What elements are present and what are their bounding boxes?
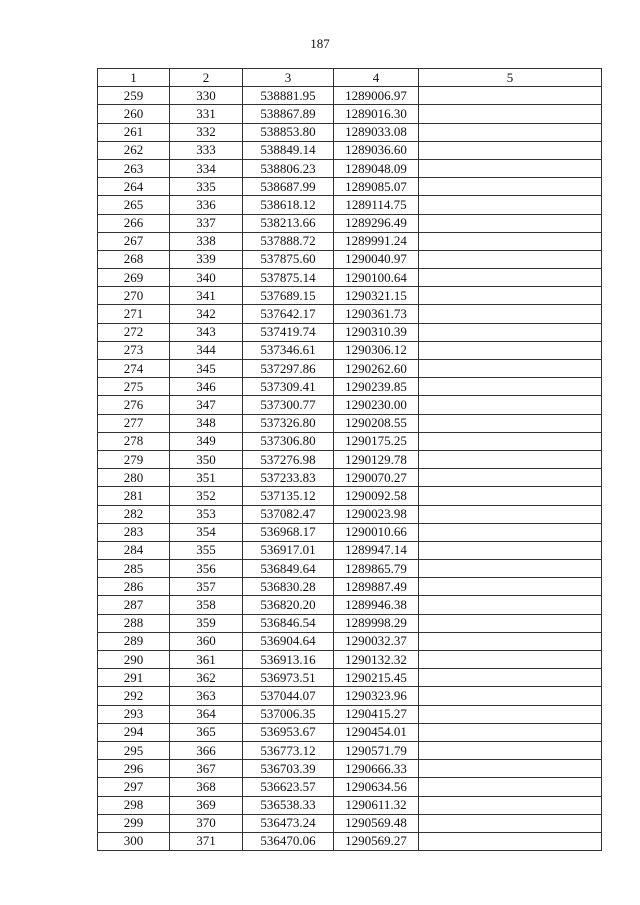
- table-cell-col1: 298: [98, 796, 170, 814]
- table-row: [98, 523, 602, 541]
- table-cell-col5: [419, 669, 602, 687]
- table-cell-col2: 347: [170, 396, 243, 414]
- column-header-1: 1: [98, 69, 170, 87]
- table-cell-col1: 289: [98, 632, 170, 650]
- table-cell-col2: 333: [170, 141, 243, 159]
- table-cell-col2: 349: [170, 432, 243, 450]
- table-cell-col2: 371: [170, 832, 243, 850]
- table-row: [98, 596, 602, 614]
- table-cell-col3: 537233.83: [243, 469, 334, 487]
- table-cell-col5: [419, 741, 602, 759]
- table-cell-col5: [419, 541, 602, 559]
- table-cell-col4: 1290208.55: [334, 414, 419, 432]
- table-cell-col3: 537419.74: [243, 323, 334, 341]
- table-cell-col4: 1289865.79: [334, 560, 419, 578]
- page-number: 187: [310, 36, 330, 51]
- table-cell-col1: 273: [98, 341, 170, 359]
- table-cell-col4: 1290092.58: [334, 487, 419, 505]
- table-cell-col3: 538687.99: [243, 178, 334, 196]
- table-cell-col5: [419, 269, 602, 287]
- table-row: [98, 632, 602, 650]
- table-cell-col4: 1289114.75: [334, 196, 419, 214]
- table-cell-col2: 330: [170, 87, 243, 105]
- table-cell-col1: 293: [98, 705, 170, 723]
- table-cell-col1: 262: [98, 141, 170, 159]
- table-cell-col5: [419, 305, 602, 323]
- table-cell-col3: 536953.67: [243, 723, 334, 741]
- table-row: [98, 832, 602, 850]
- table-cell-col5: [419, 760, 602, 778]
- table-cell-col1: 286: [98, 578, 170, 596]
- table-cell-col3: 537135.12: [243, 487, 334, 505]
- table-cell-col2: 334: [170, 159, 243, 177]
- table-row: [98, 541, 602, 559]
- table-cell-col2: 365: [170, 723, 243, 741]
- table-cell-col4: 1290611.32: [334, 796, 419, 814]
- table-cell-col2: 360: [170, 632, 243, 650]
- table-cell-col2: 350: [170, 450, 243, 468]
- table-cell-col5: [419, 832, 602, 850]
- table-cell-col1: 278: [98, 432, 170, 450]
- table-cell-col5: [419, 560, 602, 578]
- table-cell-col3: 538806.23: [243, 159, 334, 177]
- table-cell-col4: 1290323.96: [334, 687, 419, 705]
- table-cell-col1: 300: [98, 832, 170, 850]
- table-row: [98, 414, 602, 432]
- column-header-5: 5: [419, 69, 602, 87]
- table-cell-col4: 1290100.64: [334, 269, 419, 287]
- table-cell-col2: 363: [170, 687, 243, 705]
- table-cell-col3: 537082.47: [243, 505, 334, 523]
- table-row: [98, 232, 602, 250]
- table-cell-col2: 370: [170, 814, 243, 832]
- table-cell-col2: 358: [170, 596, 243, 614]
- table-cell-col4: 1290032.37: [334, 632, 419, 650]
- table-cell-col1: 287: [98, 596, 170, 614]
- table-cell-col4: 1290230.00: [334, 396, 419, 414]
- table-row: [98, 178, 602, 196]
- table-cell-col3: 537642.17: [243, 305, 334, 323]
- table-header-row: [98, 69, 602, 87]
- table-cell-col1: 272: [98, 323, 170, 341]
- table-cell-col5: [419, 814, 602, 832]
- table-cell-col5: [419, 505, 602, 523]
- table-cell-col3: 536473.24: [243, 814, 334, 832]
- table-cell-col2: 337: [170, 214, 243, 232]
- table-row: [98, 487, 602, 505]
- column-header-3: 3: [243, 69, 334, 87]
- table-row: [98, 323, 602, 341]
- table-cell-col3: 537875.14: [243, 269, 334, 287]
- table-cell-col1: 283: [98, 523, 170, 541]
- table-cell-col4: 1290666.33: [334, 760, 419, 778]
- table-cell-col1: 271: [98, 305, 170, 323]
- table-cell-col4: 1289033.08: [334, 123, 419, 141]
- table-cell-col4: 1290175.25: [334, 432, 419, 450]
- coordinates-table: [97, 68, 602, 851]
- table-cell-col3: 537006.35: [243, 705, 334, 723]
- table-cell-col5: [419, 178, 602, 196]
- table-row: [98, 723, 602, 741]
- table-cell-col1: 277: [98, 414, 170, 432]
- table-row: [98, 141, 602, 159]
- table-cell-col2: 346: [170, 378, 243, 396]
- table-cell-col2: 342: [170, 305, 243, 323]
- table-cell-col3: 537306.80: [243, 432, 334, 450]
- table-row: [98, 269, 602, 287]
- table-cell-col3: 538849.14: [243, 141, 334, 159]
- table-cell-col4: 1289085.07: [334, 178, 419, 196]
- table-cell-col5: [419, 323, 602, 341]
- table-cell-col1: 276: [98, 396, 170, 414]
- table-cell-col4: 1290129.78: [334, 450, 419, 468]
- table-cell-col5: [419, 705, 602, 723]
- table-cell-col3: 537888.72: [243, 232, 334, 250]
- table-cell-col1: 288: [98, 614, 170, 632]
- table-cell-col4: 1290070.27: [334, 469, 419, 487]
- table-cell-col3: 537346.61: [243, 341, 334, 359]
- table-cell-col2: 340: [170, 269, 243, 287]
- table-cell-col5: [419, 596, 602, 614]
- table-cell-col4: 1290569.27: [334, 832, 419, 850]
- table-row: [98, 578, 602, 596]
- column-header-4: 4: [334, 69, 419, 87]
- table-cell-col5: [419, 360, 602, 378]
- table-cell-col1: 291: [98, 669, 170, 687]
- table-cell-col2: 336: [170, 196, 243, 214]
- table-row: [98, 796, 602, 814]
- table-cell-col5: [419, 123, 602, 141]
- table-row: [98, 196, 602, 214]
- table-cell-col3: 538853.80: [243, 123, 334, 141]
- table-cell-col3: 538213.66: [243, 214, 334, 232]
- table-cell-col1: 265: [98, 196, 170, 214]
- table-cell-col5: [419, 196, 602, 214]
- table-cell-col4: 1290010.66: [334, 523, 419, 541]
- table-cell-col3: 536849.64: [243, 560, 334, 578]
- table-cell-col4: 1290239.85: [334, 378, 419, 396]
- table-cell-col4: 1290361.73: [334, 305, 419, 323]
- table-cell-col3: 536470.06: [243, 832, 334, 850]
- table-cell-col4: 1289947.14: [334, 541, 419, 559]
- table-cell-col4: 1289006.97: [334, 87, 419, 105]
- table-cell-col2: 335: [170, 178, 243, 196]
- table-row: [98, 105, 602, 123]
- table-cell-col2: 344: [170, 341, 243, 359]
- table-cell-col3: 538618.12: [243, 196, 334, 214]
- table-cell-col1: 281: [98, 487, 170, 505]
- table-cell-col1: 280: [98, 469, 170, 487]
- table-cell-col4: 1290310.39: [334, 323, 419, 341]
- table-row: [98, 159, 602, 177]
- table-cell-col3: 537326.80: [243, 414, 334, 432]
- table-cell-col3: 536917.01: [243, 541, 334, 559]
- table-cell-col4: 1290569.48: [334, 814, 419, 832]
- table-cell-col4: 1290215.45: [334, 669, 419, 687]
- table-cell-col3: 537309.41: [243, 378, 334, 396]
- table-cell-col5: [419, 487, 602, 505]
- table-cell-col5: [419, 414, 602, 432]
- table-cell-col1: 282: [98, 505, 170, 523]
- table-cell-col3: 537276.98: [243, 450, 334, 468]
- table-cell-col1: 275: [98, 378, 170, 396]
- table-cell-col3: 538867.89: [243, 105, 334, 123]
- table-cell-col5: [419, 396, 602, 414]
- table-cell-col5: [419, 87, 602, 105]
- table-cell-col2: 366: [170, 741, 243, 759]
- table-cell-col2: 368: [170, 778, 243, 796]
- table-cell-col1: 279: [98, 450, 170, 468]
- table-cell-col1: 295: [98, 741, 170, 759]
- table-row: [98, 123, 602, 141]
- table-cell-col2: 367: [170, 760, 243, 778]
- table-cell-col5: [419, 287, 602, 305]
- table-cell-col3: 536913.16: [243, 651, 334, 669]
- table-cell-col2: 343: [170, 323, 243, 341]
- table-cell-col5: [419, 578, 602, 596]
- table-cell-col1: 292: [98, 687, 170, 705]
- table-cell-col2: 348: [170, 414, 243, 432]
- table-cell-col4: 1289016.30: [334, 105, 419, 123]
- table-cell-col1: 263: [98, 159, 170, 177]
- table-cell-col2: 359: [170, 614, 243, 632]
- table-cell-col3: 536703.39: [243, 760, 334, 778]
- table-cell-col4: 1290132.32: [334, 651, 419, 669]
- table-cell-col1: 285: [98, 560, 170, 578]
- table-cell-col3: 536538.33: [243, 796, 334, 814]
- table-cell-col2: 351: [170, 469, 243, 487]
- table-cell-col1: 284: [98, 541, 170, 559]
- table-cell-col1: 290: [98, 651, 170, 669]
- table-cell-col2: 341: [170, 287, 243, 305]
- table-cell-col3: 536820.20: [243, 596, 334, 614]
- table-cell-col4: 1290023.98: [334, 505, 419, 523]
- table-cell-col3: 536904.64: [243, 632, 334, 650]
- table-cell-col4: 1290571.79: [334, 741, 419, 759]
- table-row: [98, 87, 602, 105]
- table-cell-col3: 536968.17: [243, 523, 334, 541]
- table-cell-col2: 331: [170, 105, 243, 123]
- table-cell-col5: [419, 651, 602, 669]
- table-cell-col2: 354: [170, 523, 243, 541]
- table-cell-col2: 332: [170, 123, 243, 141]
- table-row: [98, 432, 602, 450]
- table-row: [98, 741, 602, 759]
- table-row: [98, 305, 602, 323]
- table-cell-col3: 537300.77: [243, 396, 334, 414]
- table-cell-col4: 1290262.60: [334, 360, 419, 378]
- table-cell-col2: 357: [170, 578, 243, 596]
- table-cell-col1: 264: [98, 178, 170, 196]
- table-cell-col3: 536830.28: [243, 578, 334, 596]
- table-row: [98, 360, 602, 378]
- table-cell-col3: 536773.12: [243, 741, 334, 759]
- table-cell-col5: [419, 723, 602, 741]
- table-cell-col5: [419, 378, 602, 396]
- table-row: [98, 560, 602, 578]
- table-row: [98, 705, 602, 723]
- table-row: [98, 341, 602, 359]
- table-cell-col4: 1289887.49: [334, 578, 419, 596]
- table-cell-col4: 1290040.97: [334, 250, 419, 268]
- table-cell-col2: 356: [170, 560, 243, 578]
- table-cell-col5: [419, 778, 602, 796]
- table-cell-col1: 299: [98, 814, 170, 832]
- table-cell-col1: 268: [98, 250, 170, 268]
- table-cell-col1: 297: [98, 778, 170, 796]
- table-cell-col2: 352: [170, 487, 243, 505]
- table-cell-col1: 267: [98, 232, 170, 250]
- table-cell-col1: 266: [98, 214, 170, 232]
- table-row: [98, 469, 602, 487]
- table-row: [98, 214, 602, 232]
- table-cell-col3: 536623.57: [243, 778, 334, 796]
- table-cell-col4: 1290415.27: [334, 705, 419, 723]
- table-cell-col5: [419, 341, 602, 359]
- table-cell-col4: 1290306.12: [334, 341, 419, 359]
- table-row: [98, 505, 602, 523]
- table-cell-col4: 1290634.56: [334, 778, 419, 796]
- table-row: [98, 287, 602, 305]
- table-cell-col5: [419, 687, 602, 705]
- table-cell-col5: [419, 232, 602, 250]
- table-cell-col5: [419, 159, 602, 177]
- table-row: [98, 651, 602, 669]
- table-row: [98, 250, 602, 268]
- table-cell-col2: 361: [170, 651, 243, 669]
- table-cell-col5: [419, 614, 602, 632]
- table-cell-col4: 1290454.01: [334, 723, 419, 741]
- table-cell-col5: [419, 432, 602, 450]
- table-cell-col1: 261: [98, 123, 170, 141]
- table-row: [98, 778, 602, 796]
- table-row: [98, 669, 602, 687]
- table-cell-col1: 296: [98, 760, 170, 778]
- table-cell-col5: [419, 250, 602, 268]
- table-cell-col5: [419, 141, 602, 159]
- table-row: [98, 378, 602, 396]
- table-cell-col3: 537875.60: [243, 250, 334, 268]
- table-cell-col1: 259: [98, 87, 170, 105]
- table-row: [98, 450, 602, 468]
- table-cell-col4: 1289296.49: [334, 214, 419, 232]
- table-body: [98, 87, 602, 851]
- table-cell-col5: [419, 632, 602, 650]
- table-cell-col2: 364: [170, 705, 243, 723]
- table-cell-col3: 538881.95: [243, 87, 334, 105]
- table-row: [98, 614, 602, 632]
- table-cell-col3: 536973.51: [243, 669, 334, 687]
- table-cell-col3: 537689.15: [243, 287, 334, 305]
- table-cell-col5: [419, 796, 602, 814]
- table-cell-col1: 269: [98, 269, 170, 287]
- table-cell-col3: 537044.07: [243, 687, 334, 705]
- table-cell-col4: 1290321.15: [334, 287, 419, 305]
- table-cell-col5: [419, 469, 602, 487]
- table-cell-col2: 345: [170, 360, 243, 378]
- table-cell-col2: 355: [170, 541, 243, 559]
- table-cell-col5: [419, 214, 602, 232]
- table-cell-col5: [419, 523, 602, 541]
- table-cell-col3: 536846.54: [243, 614, 334, 632]
- table-cell-col2: 339: [170, 250, 243, 268]
- table-cell-col1: 274: [98, 360, 170, 378]
- table-cell-col4: 1289048.09: [334, 159, 419, 177]
- table-cell-col4: 1289998.29: [334, 614, 419, 632]
- table-cell-col4: 1289946.38: [334, 596, 419, 614]
- table-cell-col2: 353: [170, 505, 243, 523]
- table-cell-col3: 537297.86: [243, 360, 334, 378]
- column-header-2: 2: [170, 69, 243, 87]
- table-cell-col2: 362: [170, 669, 243, 687]
- table-cell-col1: 260: [98, 105, 170, 123]
- table-cell-col1: 270: [98, 287, 170, 305]
- table-row: [98, 760, 602, 778]
- table-cell-col2: 369: [170, 796, 243, 814]
- table-row: [98, 687, 602, 705]
- table-cell-col4: 1289036.60: [334, 141, 419, 159]
- table-row: [98, 814, 602, 832]
- table-cell-col1: 294: [98, 723, 170, 741]
- table-cell-col5: [419, 105, 602, 123]
- table-cell-col5: [419, 450, 602, 468]
- table-cell-col4: 1289991.24: [334, 232, 419, 250]
- table-row: [98, 396, 602, 414]
- table-cell-col2: 338: [170, 232, 243, 250]
